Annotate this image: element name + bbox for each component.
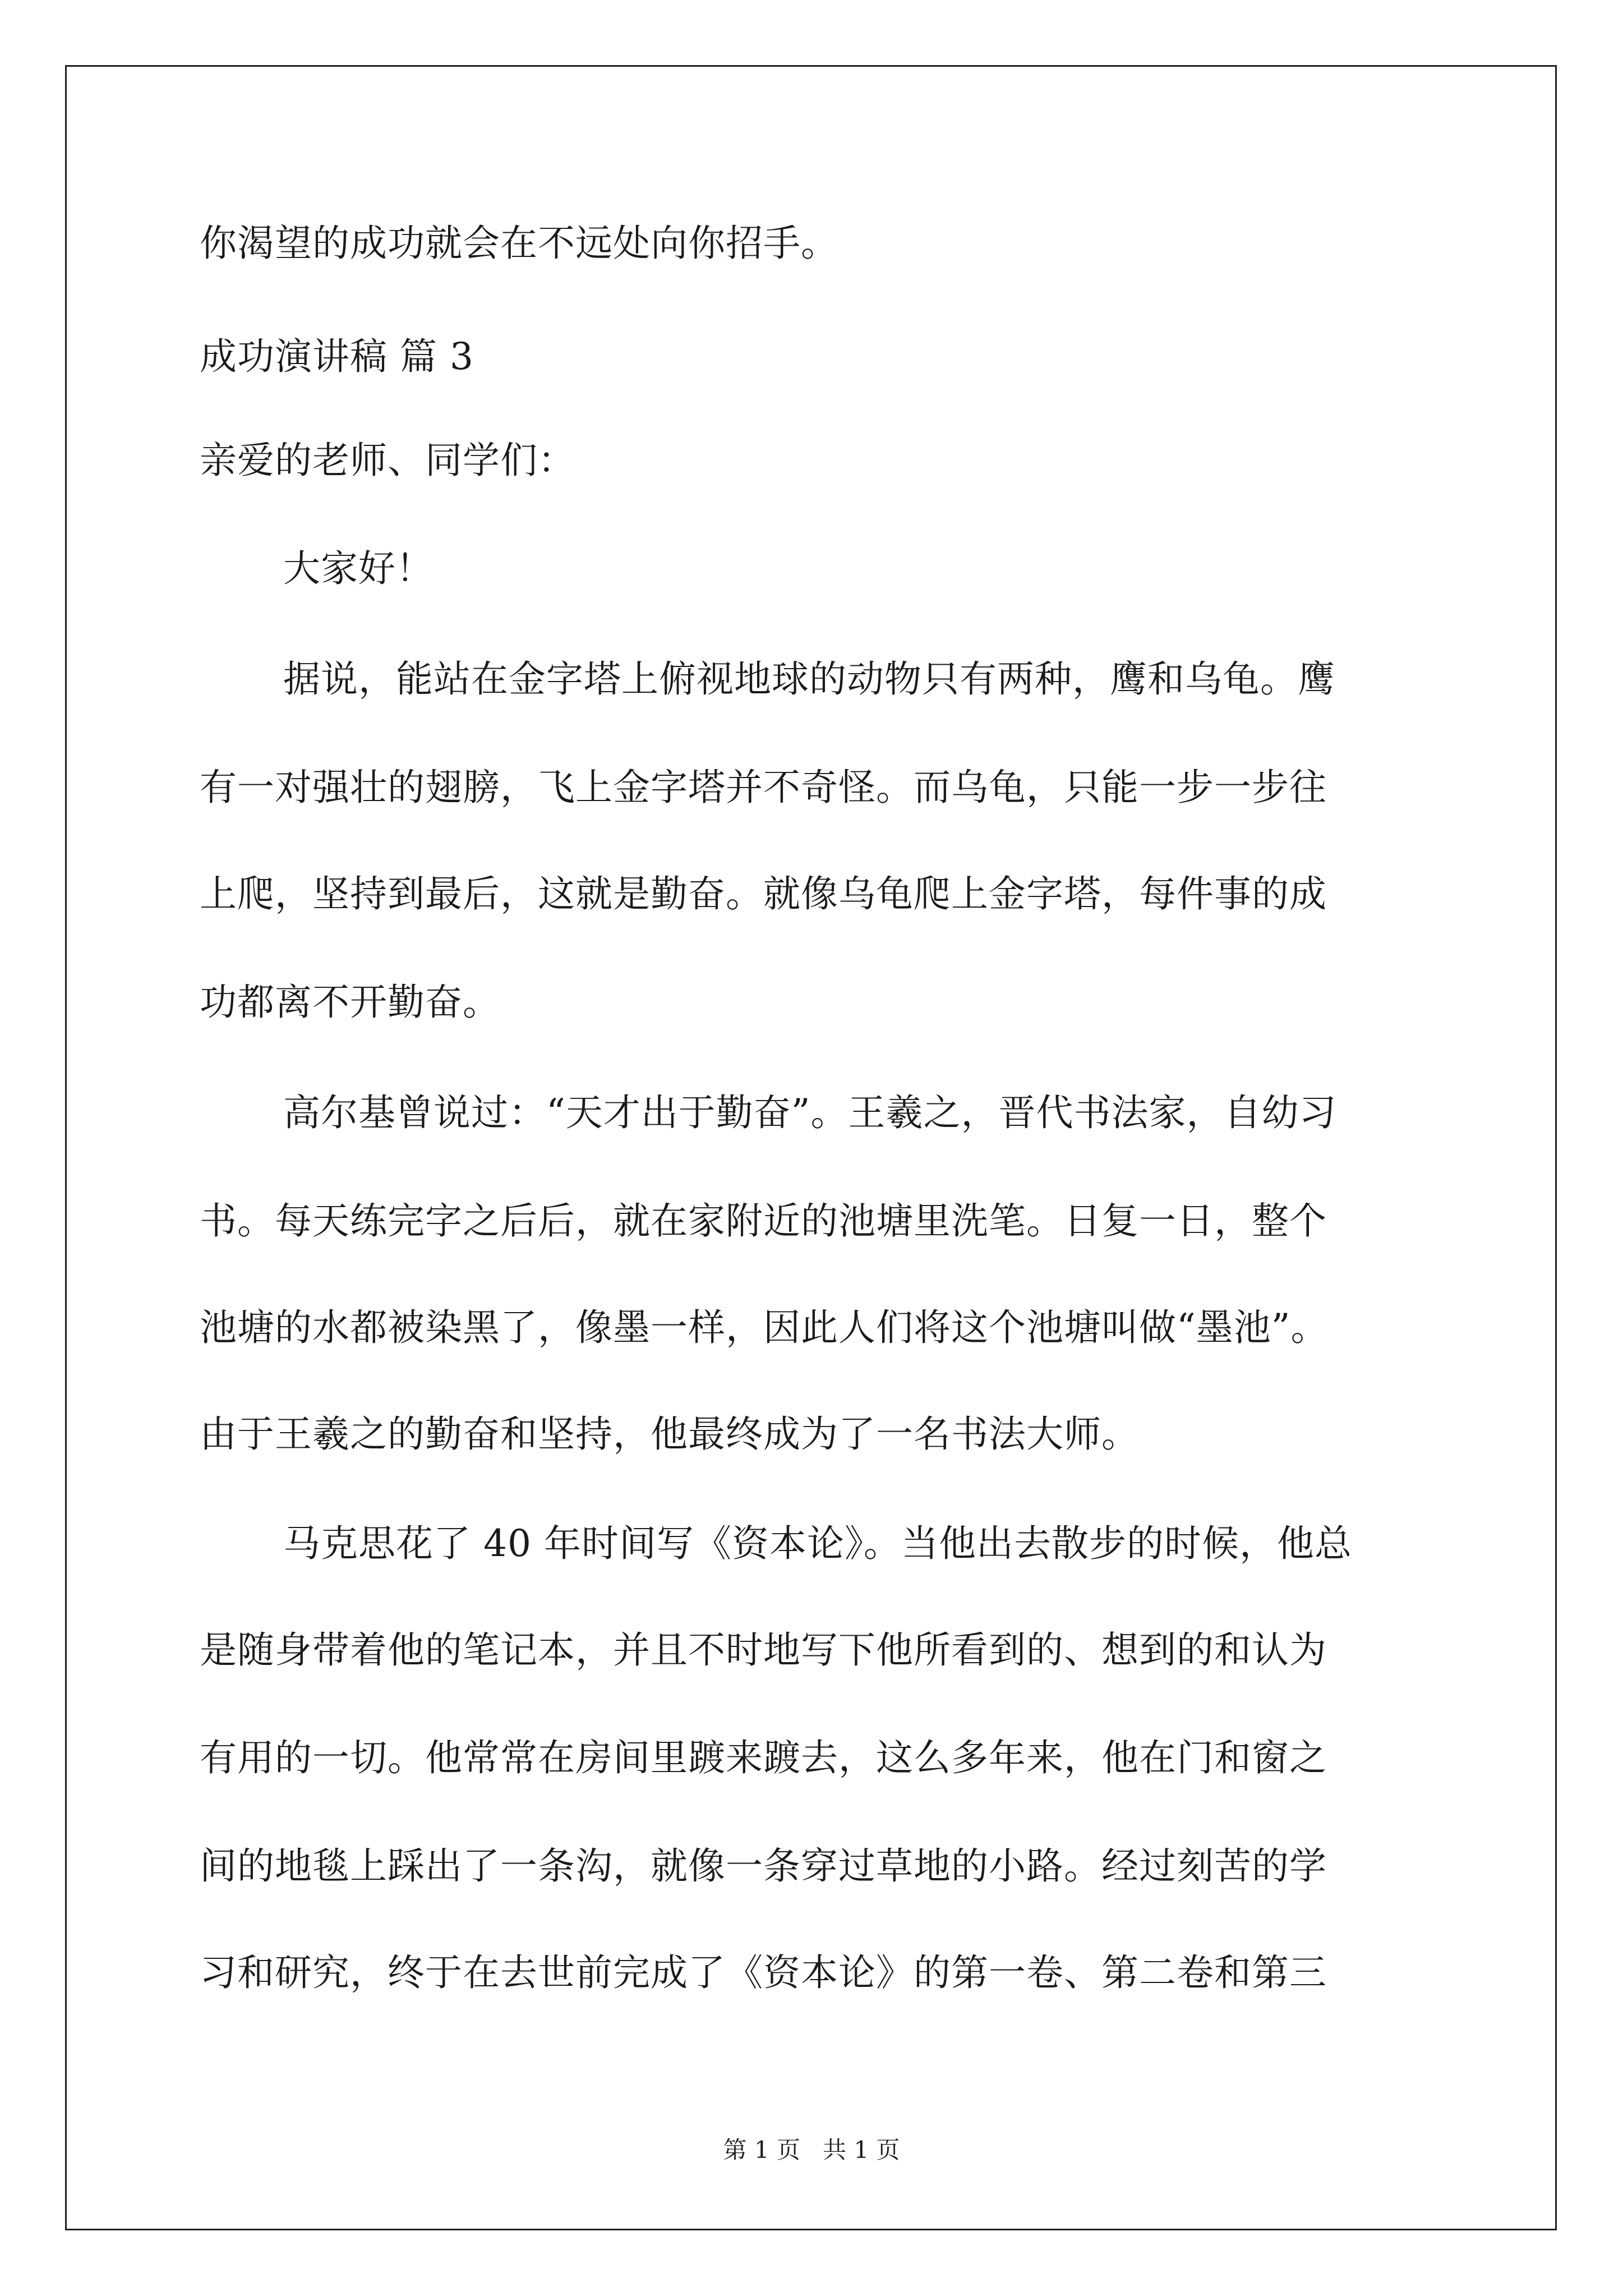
paragraph-line: 马克思花了 40 年时间写《资本论》。当他出去散步的时候，他总 [283, 1522, 1352, 1565]
paragraph-line: 是随身带着他的笔记本，并且不时地写下他所看到的、想到的和认为 [200, 1628, 1327, 1672]
paragraph-line: 书。每天练完字之后后，就在家附近的池塘里洗笔。日复一日，整个 [200, 1199, 1327, 1243]
paragraph-line: 由于王羲之的勤奋和坚持，他最终成为了一名书法大师。 [200, 1412, 1139, 1456]
page-footer: 第 1 页 共 1 页 [723, 2136, 900, 2164]
paragraph-line: 间的地毯上踩出了一条沟，就像一条穿过草地的小路。经过刻苦的学 [200, 1844, 1327, 1888]
paragraph-line: 功都离不开勤奋。 [200, 981, 500, 1024]
paragraph-line: 高尔基曾说过：“天才出于勤奋”。王羲之，晋代书法家，自幼习 [283, 1091, 1337, 1134]
section-heading: 成功演讲稿 篇 3 [200, 335, 474, 378]
paragraph-line: 习和研究，终于在去世前完成了《资本论》的第一卷、第二卷和第三 [200, 1951, 1327, 1994]
greeting: 大家好！ [283, 547, 434, 590]
paragraph-line: 池塘的水都被染黑了，像墨一样，因此人们将这个池塘叫做“墨池”。 [200, 1306, 1329, 1349]
paragraph-line: 有用的一切。他常常在房间里踱来踱去，这么多年来，他在门和窗之 [200, 1736, 1327, 1779]
page-border [65, 65, 1557, 2230]
paragraph-line: 上爬，坚持到最后，这就是勤奋。就像乌龟爬上金字塔，每件事的成 [200, 872, 1327, 915]
paragraph-line: 据说，能站在金字塔上俯视地球的动物只有两种，鹰和乌龟。鹰 [283, 657, 1335, 701]
paragraph-line: 有一对强壮的翅膀，飞上金字塔并不奇怪。而乌龟，只能一步一步往 [200, 766, 1327, 809]
salutation: 亲爱的老师、同学们： [200, 439, 575, 482]
text-line: 你渴望的成功就会在不远处向你招手。 [200, 222, 838, 265]
